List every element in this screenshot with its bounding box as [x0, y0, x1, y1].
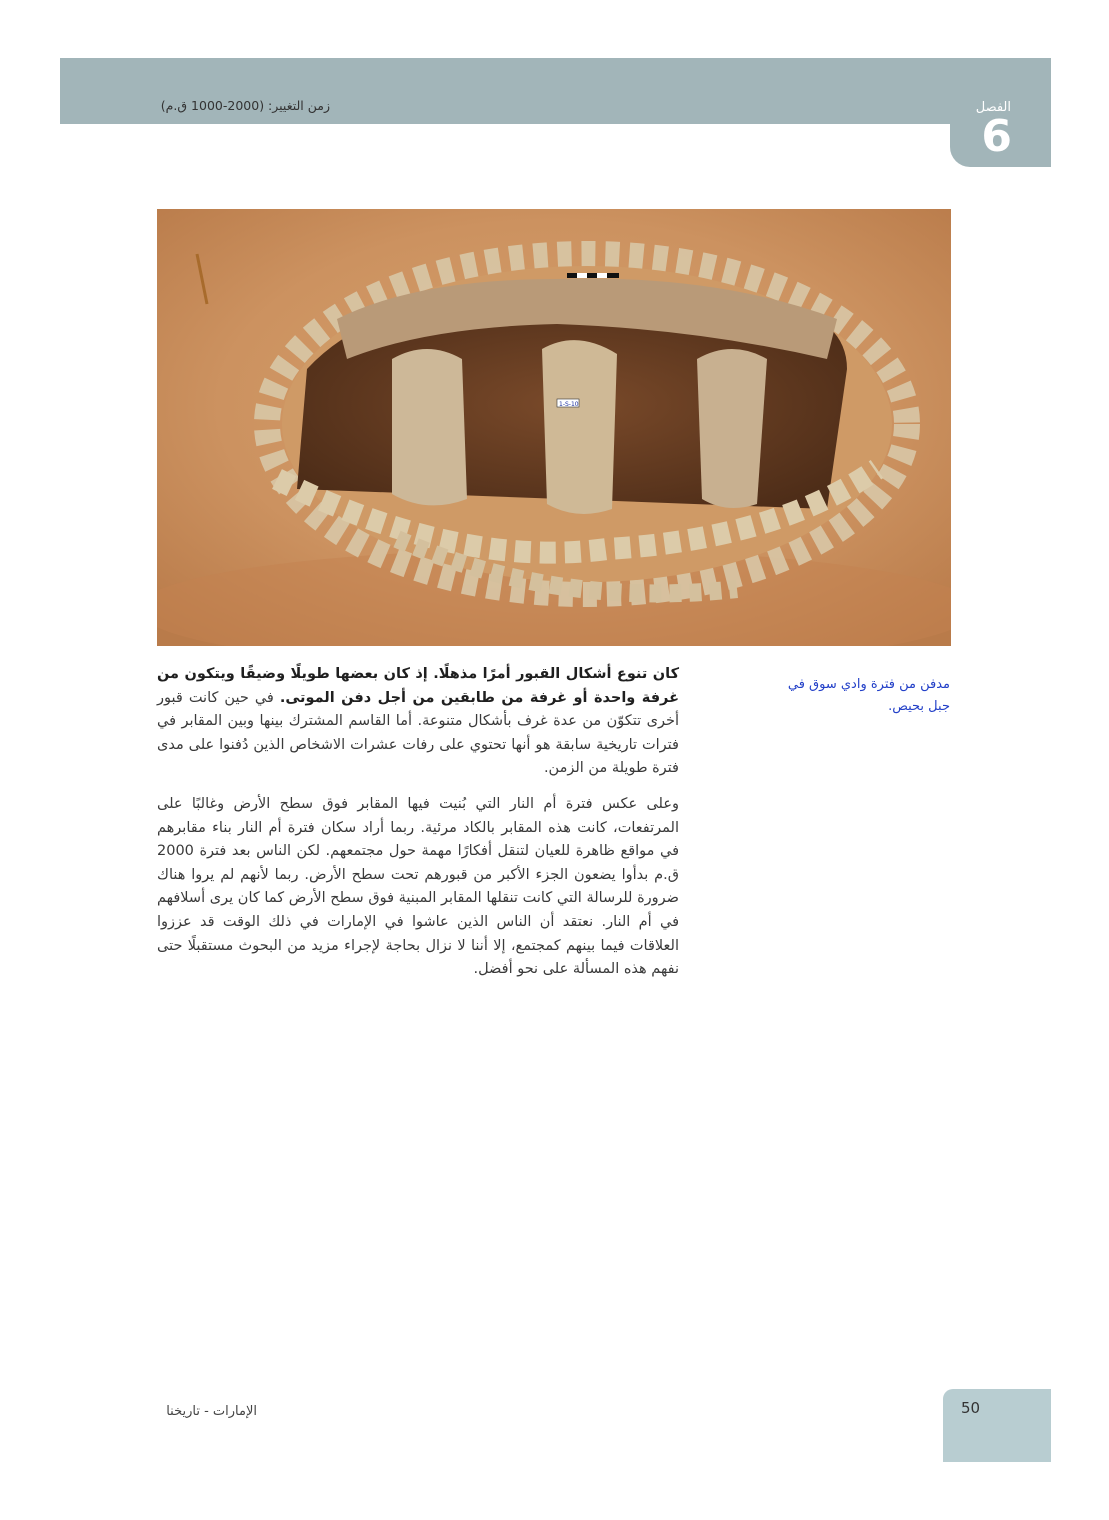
- paragraph-1-lead: كان تنوع أشكال القبور أمرًا مذهلًا. إذ كان بعضها طويلًا وضيقًا ويتكون من غرفة واحدة أو غرفة من طابقين من أجل دفن الموتى.: [157, 666, 679, 706]
- paragraph-1-rest: في حين كانت قبور أخرى تتكوّن من عدة غرف بأشكال متنوعة. أما القاسم المشترك بينها وبين المقابر في فترات تاريخية سابقة هو أنها تحتوي على رفات عشرات الاشخاص الذين دُفنوا على مدى فترة طويلة من الزمن.: [157, 689, 679, 777]
- page-number-tab: [943, 1389, 1051, 1462]
- book-title: الإمارات - تاريخنا: [166, 1404, 257, 1419]
- chapter-tab: [950, 58, 1051, 167]
- chapter-label: الفصل: [975, 100, 1011, 115]
- body-text: [157, 663, 679, 994]
- paragraph-2: وعلى عكس فترة أم النار التي بُنيت فيها المقابر فوق سطح الأرض وغالبًا على المرتفعات، كانت هذه المقابر بالكاد مرئية. ربما أراد سكان فترة أم النار بناء مقابرهم في مواقع ظاهرة للعيان لتنقل أفكارًا مهمة حول مجتمعهم. لكن الناس بعد فترة 2000 ق.م بدأوا يضعون الجزء الأكبر من قبورهم تحت سطح الأرض. ربما لأنهم لم يروا هناك ضرورة للرسالة التي كانت تنقلها المقابر المبنية فوق سطح الأرض كما كان يرى أسلافهم في أم النار. نعتقد أن الناس الذين عاشوا في الإمارات في ذلك الوقت قد عززوا العلاقات فيما بينهم كمجتمع، إلا أننا لا نزال بحاجة لإجراء مزيد من البحوث مستقبلًا حتى نفهم هذه المسألة على نحو أفضل.: [157, 795, 679, 978]
- caption-line-1: مدفن من فترة وادي سوق في: [787, 677, 950, 692]
- excavation-photo: [157, 209, 951, 646]
- paragraph-1: [157, 663, 679, 781]
- chapter-number: 6: [981, 111, 1012, 162]
- period-title: زمن التغيير: (2000-1000 ق.م): [160, 98, 330, 113]
- caption-line-2: جبل بحيص.: [888, 699, 950, 714]
- page-number: 50: [961, 1399, 981, 1417]
- photo-caption: [740, 674, 950, 718]
- photo-marker-label: 1-S-10: [559, 401, 579, 408]
- header-bar: [60, 58, 950, 124]
